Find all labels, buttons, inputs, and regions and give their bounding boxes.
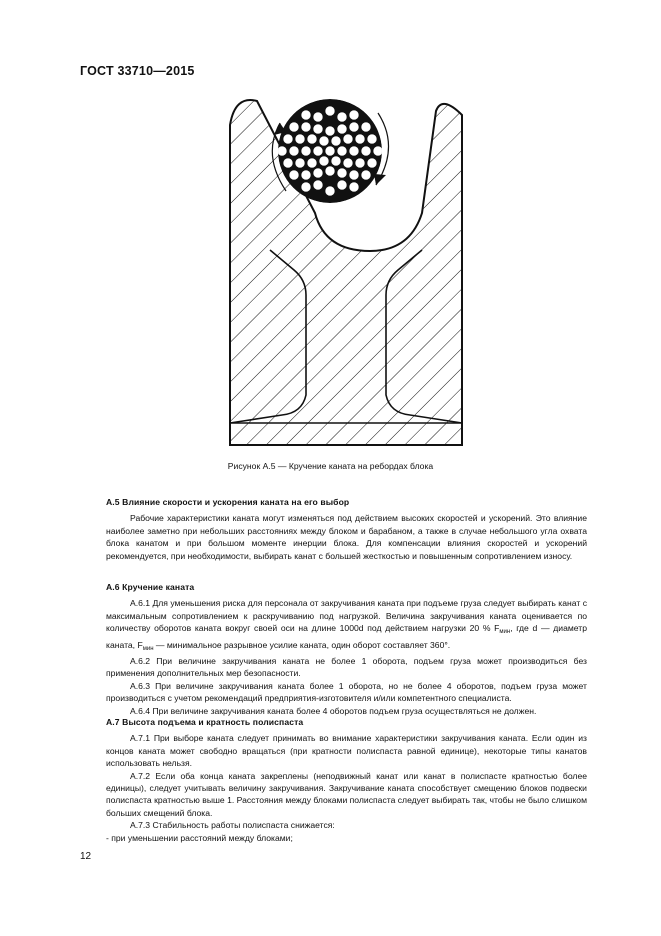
section-a7 [106,716,587,844]
document-header: ГОСТ 33710—2015 [80,64,195,78]
a6-1-text-a: А.6.1 Для уменьшения риска для персонала от закручивания каната при подъеме груза следует выбирать канат с максимальным сопротивлением к раскручиванию под нагрузкой. Величина закручивания каната оценивается по количеству оборотов каната вокруг своей оси на длине 1000d под действием нагрузки 20 % F [106,598,587,634]
paragraph-a7-4: - при уменьшении расстояний между блоками; [106,832,293,843]
page-number: 12 [80,851,92,862]
a6-1-text-b: , где d — диаметр каната, F [106,623,587,650]
paragraph-a6-3: А.6.3 При величине закручивания каната более 1 оборота, но не более 4 оборотов, подъем груза может производиться с учетом рекомендаций предприятия-изготовителя и/или компетентного специалиста. [106,680,587,704]
paragraph-a6-4: А.6.4 При величине закручивания каната более 4 оборотов подъем груза осуществляться не должен. [130,705,537,716]
paragraph-a7-2: А.7.2 Если оба конца каната закреплены (неподвижный канат или канат в полиспасте кратностью более единицы), следует учитывать величину закручивания. Закручивание каната способствует смещению блоков подвески полиспаста кратностью выше 1. Расстояния между блоками полиспаста следует выбирать так, чтобы не было слишком больших смещений блока. [106,770,587,818]
paragraph-a5: Рабочие характеристики каната могут изменяться под действием высоких скоростей и ускорений. Это влияние наиболее заметно при небольших расстояниях между блоком и барабаном, а также в случае небольшого угла охвата блока канатом и при большом моменте инерции блока. Для компенсации влияния скоростей и ускорений рекомендуется, при необходимости, выбирать канат с большей жесткостью и повышенным сопротивлением износу. [106,513,587,561]
a6-1-text-c: — минимальное разрывное усилие каната, один оборот составляет 360°. [153,639,451,650]
paragraph-a6-1 [106,597,587,655]
section-title-a6: А.6 Кручение каната [106,582,195,592]
paragraph-a7-3: А.7.3 Стабильность работы полиспаста снижается: [130,820,335,831]
section-a6 [106,581,587,717]
section-a5 [106,496,587,562]
figure-caption: Рисунок А.5 — Кручение каната на ребордах блока [227,461,434,471]
rope-cross-section [277,99,383,203]
paragraph-a6-2: А.6.2 При величине закручивания каната не более 1 оборота, подъем груза может производиться без применения дополнительных мер безопасности. [106,656,587,679]
section-title-a7: А.7 Высота подъема и кратность полиспаста [106,717,304,727]
f-min-subscript-2: мин [142,645,154,652]
sheave-rope-figure [210,85,490,460]
f-min-subscript: мин [499,629,511,636]
paragraph-a7-1: А.7.1 При выборе каната следует принимать во внимание характеристики закручивания каната. Если один из концов каната может свободно вращаться (при кратности полиспаста равной единице), некоторые типы канатов использовать нельзя. [106,733,587,769]
section-title-a5: А.5 Влияние скорости и ускорения каната на его выбор [106,497,350,507]
